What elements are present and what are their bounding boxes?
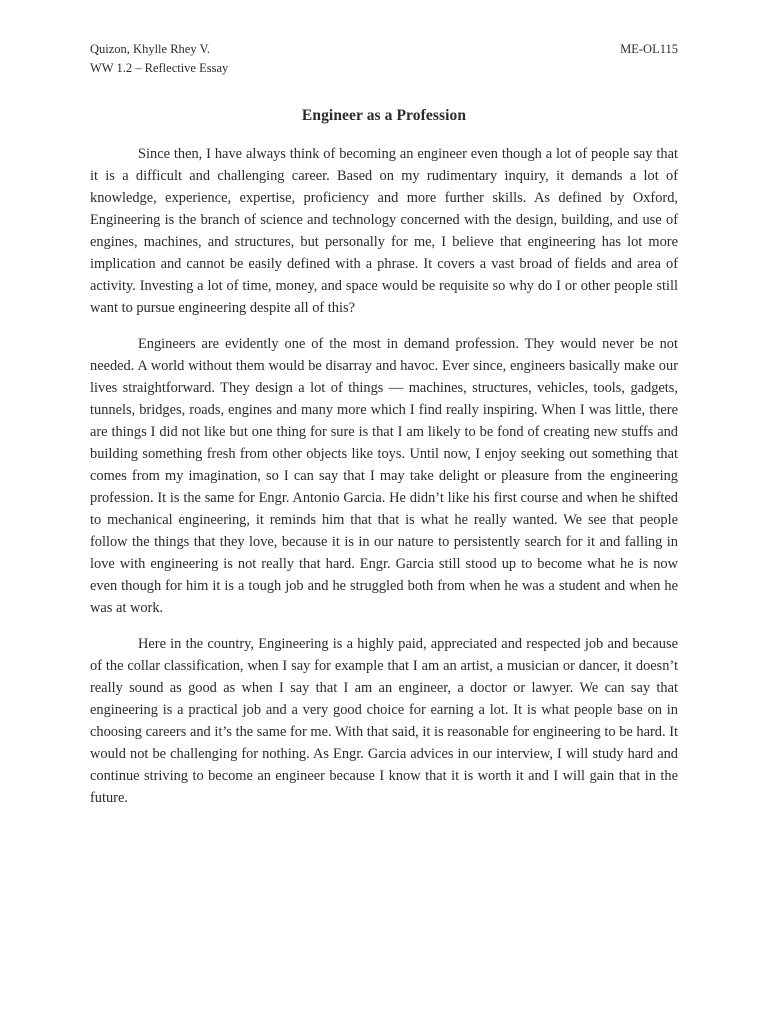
essay-paragraph-1: Since then, I have always think of becoming an engineer even though a lot of people say that it is a difficult and challenging career. Based on my rudimentary inquiry, it demands a lot of knowledge, experience, expertise, proficiency and more further skills. As defined by Oxford, Engineering is the branch of science and technology concerned with the design, building, and use of engines, machines, and structures, but personally for me, I believe that engineering has lot more implication and cannot be easily defined with a phrase. It covers a vast broad of fields and area of activity. Investing a lot of time, money, and space would be requisite so why do I or other people still want to pursue engineering despite all of this?: [90, 146, 678, 316]
author-name: Quizon, Khylle Rhey V.: [90, 42, 211, 56]
essay-body: [90, 143, 678, 809]
document-page: [90, 40, 678, 823]
document-header: [90, 40, 678, 78]
header-left-block: [90, 40, 228, 78]
course-code: ME-OL115: [620, 42, 678, 56]
essay-paragraph-3: Here in the country, Engineering is a highly paid, appreciated and respected job and because of the collar classification, when I say for example that I am an artist, a musician or dancer, it doesn’t really sound as good as when I say that I am an engineer, a doctor or lawyer. We can say that engineering is a practical job and a very good choice for earning a lot. It is what people base on in choosing careers and it’s the same for me. With that said, it is reasonable for engineering to be hard. It would not be challenging for nothing. As Engr. Garcia advices in our interview, I will study hard and continue striving to become an engineer because I know that it is worth it and I will gain that in the future.: [90, 636, 678, 806]
essay-paragraph-2: Engineers are evidently one of the most in demand profession. They would never be not needed. A world without them would be disarray and havoc. Ever since, engineers basically make our lives straightforward. They design a lot of things — machines, structures, vehicles, tools, gadgets, tunnels, bridges, roads, engines and many more which I find really inspiring. When I was little, there are things I did not like but one thing for sure is that I am likely to be fond of creating new stuffs and building something fresh from other objects like toys. Until now, I enjoy seeking out something that comes from my imagination, so I can say that I may take delight or pleasure from the engineering profession. It is the same for Engr. Antonio Garcia. He didn’t like his first course and when he shifted to mechanical engineering, it reminds him that that is what he really wanted. We see that people follow the things that they love, because it is in our nature to persistently search for it and falling in love with engineering is not really that hard. Engr. Garcia still stood up to become what he is now even though for him it is a tough job and he struggled both from when he was a student and when he was at work.: [90, 336, 678, 616]
assignment-label: WW 1.2 – Reflective Essay: [90, 61, 229, 75]
essay-title: Engineer as a Profession: [301, 107, 467, 124]
